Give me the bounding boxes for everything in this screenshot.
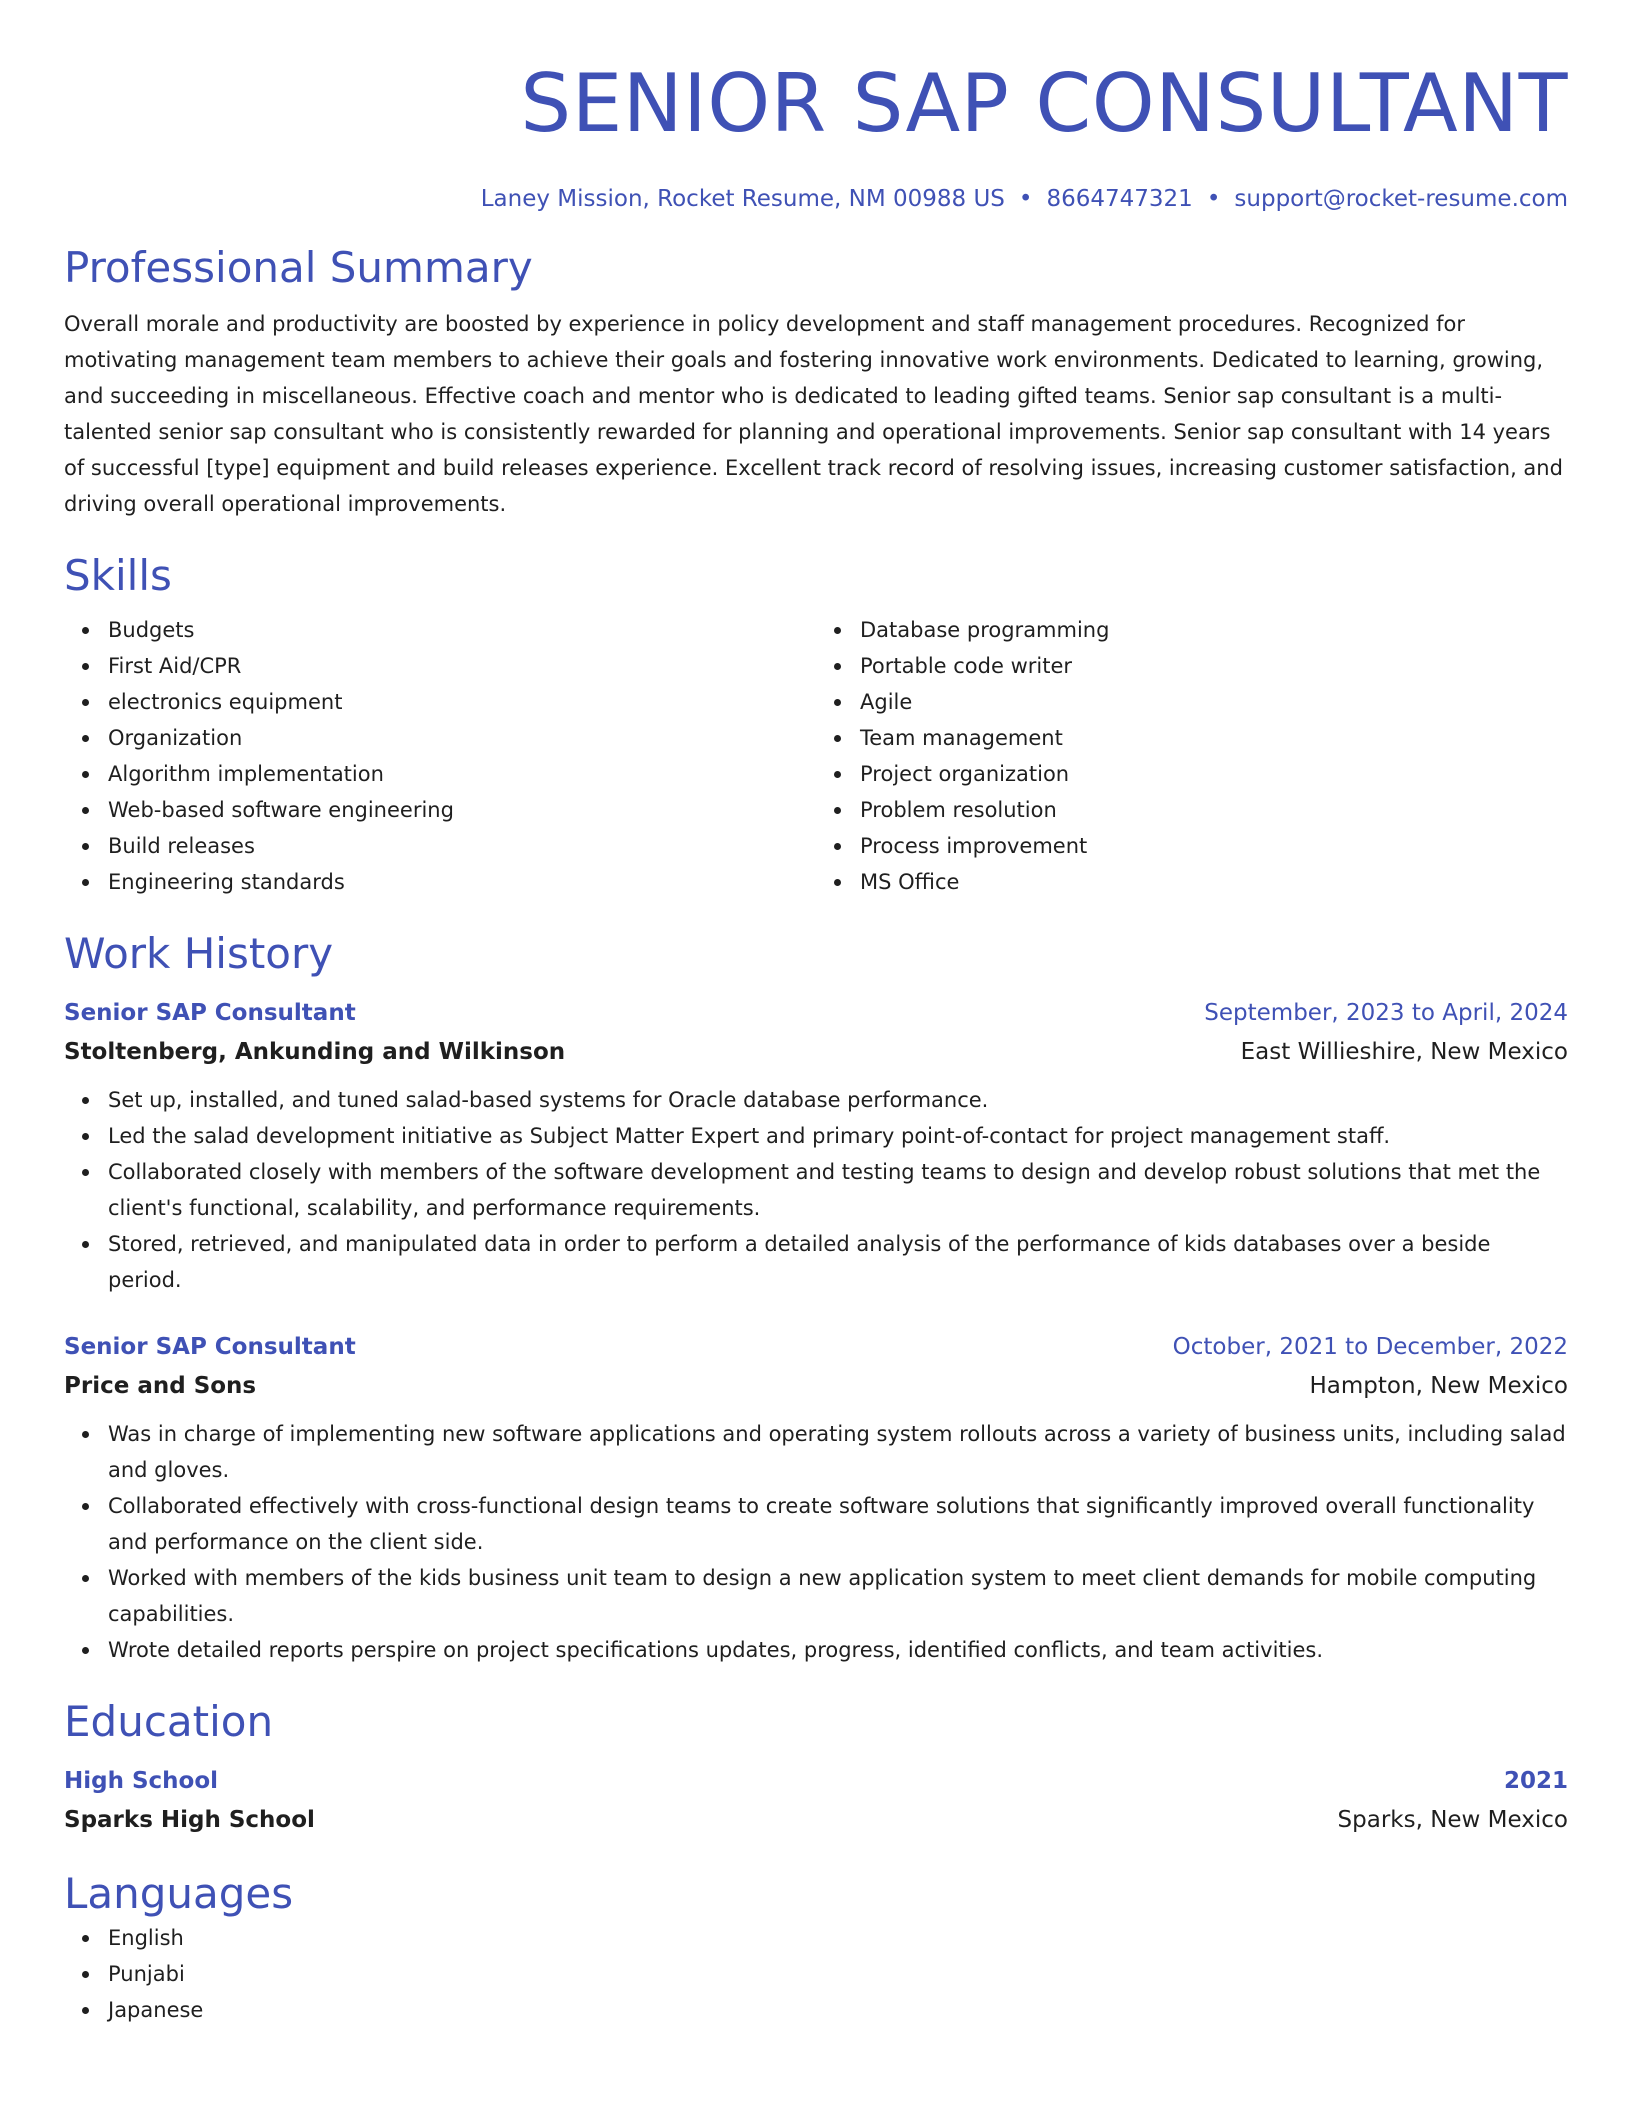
skill-item: Team management <box>860 720 1568 756</box>
skill-item: Budgets <box>108 612 816 648</box>
job-duties <box>64 1416 1568 1668</box>
job-entry <box>64 994 1568 1298</box>
skill-item: Build releases <box>108 828 816 864</box>
contact-email[interactable]: support@rocket-resume.com <box>1234 186 1568 212</box>
section-heading-summary: Professional Summary <box>64 243 533 292</box>
job-dates: October, 2021 to December, 2022 <box>1172 1334 1568 1360</box>
skill-item: Organization <box>108 720 816 756</box>
job-duty: Wrote detailed reports perspire on project specifications updates, progress, identified conflicts, and team activities. <box>108 1632 1568 1668</box>
language-item: Japanese <box>108 1992 1568 2028</box>
job-location: Hampton, New Mexico <box>1309 1373 1568 1399</box>
work-history-section <box>64 928 1568 1668</box>
contact-separator: • <box>1206 186 1221 212</box>
job-duty: Collaborated closely with members of the software development and testing teams to design and develop robust solutions that met the client's functional, scalability, and performance requirements. <box>108 1154 1568 1226</box>
job-duty: Collaborated effectively with cross-functional design teams to create software solutions that significantly improved overall functionality and performance on the client side. <box>108 1488 1568 1560</box>
skills-grid <box>64 612 1568 900</box>
job-duty: Stored, retrieved, and manipulated data in order to perform a detailed analysis of the performance of kids databases over a beside period. <box>108 1226 1568 1298</box>
job-company: Stoltenberg, Ankunding and Wilkinson <box>64 1039 566 1065</box>
skill-item: Algorithm implementation <box>108 756 816 792</box>
summary-text: Overall morale and productivity are boosted by experience in policy development and staff management procedures. Recognized for motivating management team members to achieve their goals and fostering innovative work environments. Dedicated to learning, growing, and succeeding in miscellaneous. Effective coach and mentor who is dedicated to leading gifted teams. Senior sap consultant is a multi-talented senior sap consultant who is consistently rewarded for planning and operational improvements. Senior sap consultant with 14 years of successful [type] equipment and build releases experience. Excellent track record of resolving issues, increasing customer satisfaction, and driving overall operational improvements. <box>64 312 1563 516</box>
education-section <box>64 1696 1568 1840</box>
skill-item: Process improvement <box>860 828 1568 864</box>
skill-item: electronics equipment <box>108 684 816 720</box>
resume-header <box>64 56 1568 214</box>
education-entry <box>64 1762 1568 1840</box>
contact-phone: 8664747321 <box>1046 186 1193 212</box>
job-location: East Willieshire, New Mexico <box>1240 1039 1568 1065</box>
skill-item: MS Office <box>860 864 1568 900</box>
education-location: Sparks, New Mexico <box>1337 1807 1568 1833</box>
job-header-row <box>64 994 1568 1032</box>
skill-item: Portable code writer <box>860 648 1568 684</box>
section-heading-education: Education <box>64 1697 274 1746</box>
job-duty: Was in charge of implementing new software applications and operating system rollouts across a variety of business units, including salad and gloves. <box>108 1416 1568 1488</box>
job-header-row <box>64 1328 1568 1366</box>
job-dates: September, 2023 to April, 2024 <box>1204 1000 1568 1026</box>
language-item: Punjabi <box>108 1956 1568 1992</box>
skills-column-left <box>64 612 816 900</box>
education-year: 2021 <box>1503 1768 1568 1794</box>
skill-item: Agile <box>860 684 1568 720</box>
job-entry <box>64 1328 1568 1668</box>
job-company: Price and Sons <box>64 1373 257 1399</box>
skill-item: Database programming <box>860 612 1568 648</box>
job-company-row <box>64 1366 1568 1406</box>
education-school-row <box>64 1800 1568 1840</box>
skill-item: Problem resolution <box>860 792 1568 828</box>
contact-line <box>64 184 1568 214</box>
job-duties <box>64 1082 1568 1298</box>
skill-item: Engineering standards <box>108 864 816 900</box>
language-item: English <box>108 1920 1568 1956</box>
education-degree: High School <box>64 1768 219 1794</box>
skill-item: First Aid/CPR <box>108 648 816 684</box>
summary-section <box>64 242 1568 522</box>
job-duty: Led the salad development initiative as Subject Matter Expert and primary point-of-contact for project management staff. <box>108 1118 1568 1154</box>
education-header-row <box>64 1762 1568 1800</box>
job-company-row <box>64 1032 1568 1072</box>
languages-section <box>64 1868 1568 2028</box>
job-duty: Worked with members of the kids business unit team to design a new application system to meet client demands for mobile computing capabilities. <box>108 1560 1568 1632</box>
candidate-title: SENIOR SAP CONSULTANT <box>520 57 1568 150</box>
section-heading-skills: Skills <box>64 551 172 600</box>
skill-item: Web-based software engineering <box>108 792 816 828</box>
languages-list <box>64 1920 1568 2028</box>
skill-item: Project organization <box>860 756 1568 792</box>
contact-address: Laney Mission, Rocket Resume, NM 00988 US <box>480 186 1005 212</box>
contact-separator: • <box>1018 186 1033 212</box>
job-duty: Set up, installed, and tuned salad-based systems for Oracle database performance. <box>108 1082 1568 1118</box>
section-heading-work-history: Work History <box>64 929 334 978</box>
education-school: Sparks High School <box>64 1807 315 1833</box>
job-title: Senior SAP Consultant <box>64 1000 356 1026</box>
skills-column-right <box>816 612 1568 900</box>
section-heading-languages: Languages <box>64 1869 294 1918</box>
skills-section <box>64 550 1568 900</box>
job-title: Senior SAP Consultant <box>64 1334 356 1360</box>
